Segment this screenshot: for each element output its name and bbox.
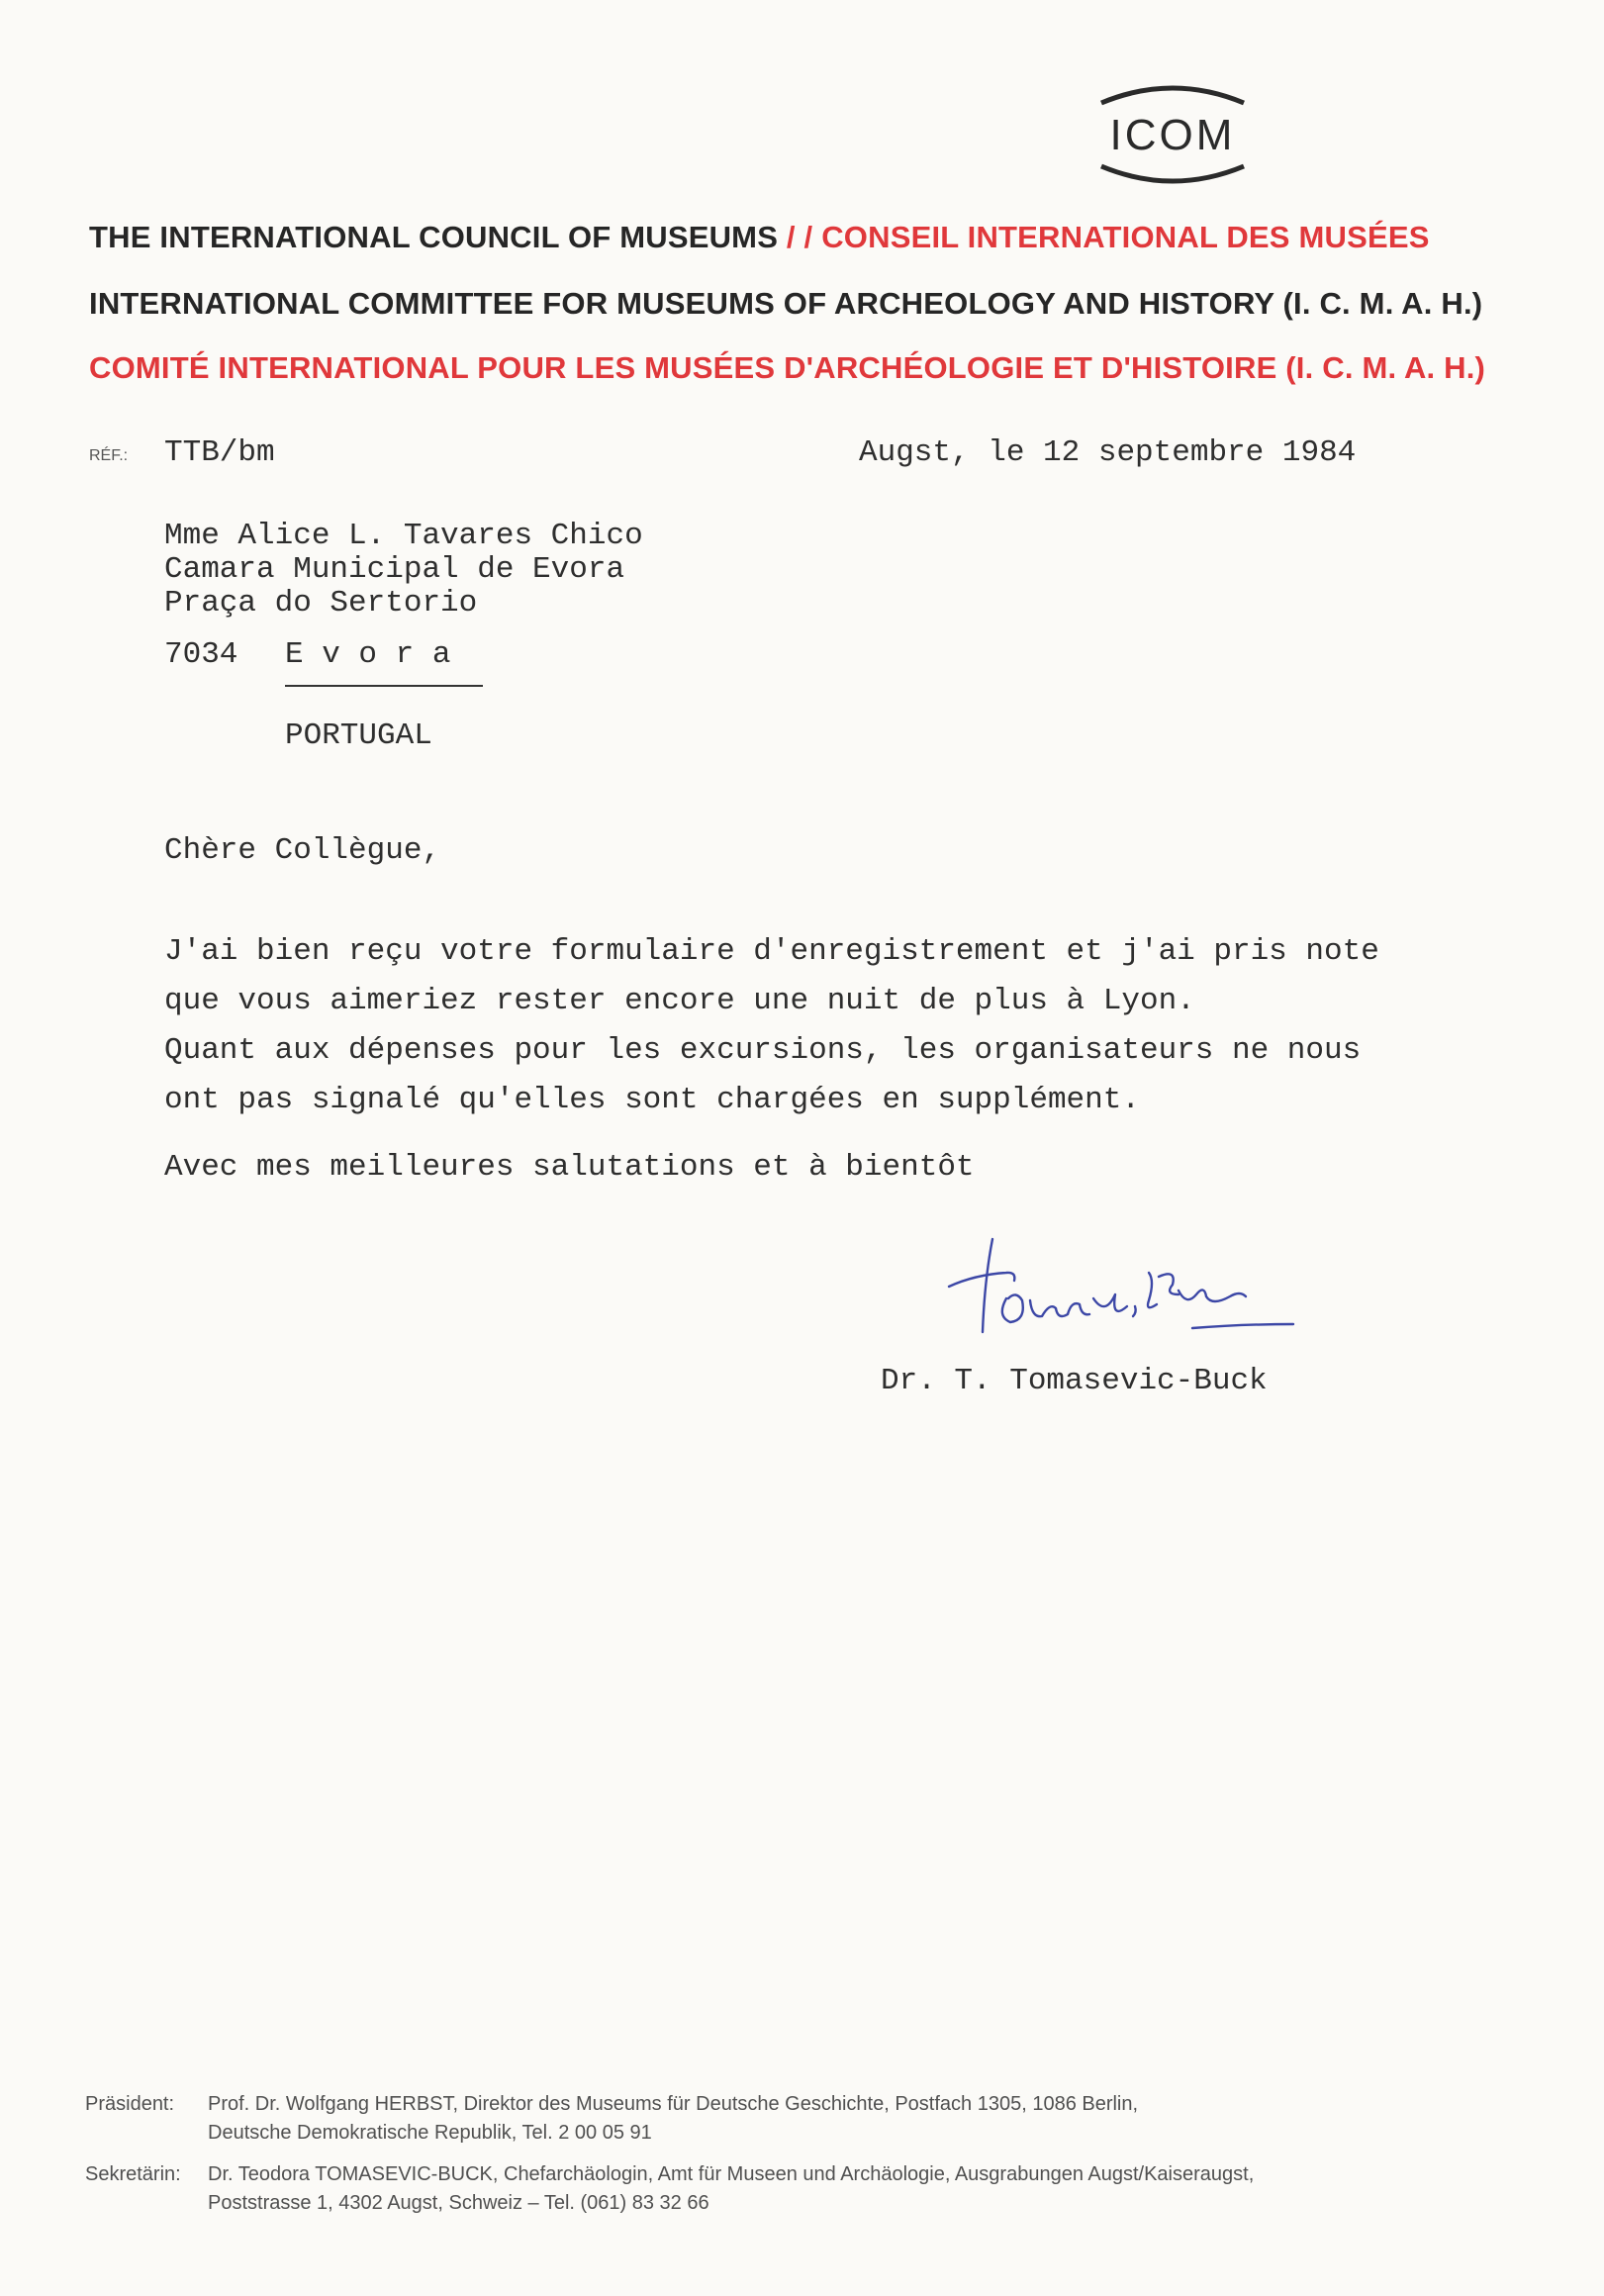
footer-president-line-1: Prof. Dr. Wolfgang HERBST, Direktor des Museums für Deutsche Geschichte, Postfach 1305, 1086 Berlin, bbox=[208, 2093, 1139, 2115]
footer-secretary-line-1: Dr. Teodora TOMASEVIC-BUCK, Chefarchäologin, Amt für Museen und Archäologie, Ausgrabungen Augst/Kaiseraugst, bbox=[208, 2163, 1255, 2185]
header-committee-fr: COMITÉ INTERNATIONAL POUR LES MUSÉES D'ARCHÉOLOGIE ET D'HISTOIRE (I. C. M. A. H.) bbox=[89, 350, 1486, 385]
body-line-2: que vous aimeriez rester encore une nuit de plus à Lyon. bbox=[164, 984, 1195, 1018]
header-org-en: THE INTERNATIONAL COUNCIL OF MUSEUMS bbox=[89, 220, 779, 254]
letter-date: Augst, le 12 septembre 1984 bbox=[859, 435, 1357, 470]
body-line-3: Quant aux dépenses pour les excursions, les organisateurs ne nous bbox=[164, 1033, 1362, 1068]
footer-president-line-2: Deutsche Demokratische Republik, Tel. 2 00 05 91 bbox=[208, 2122, 652, 2144]
body-line-4: ont pas signalé qu'elles sont chargées en supplément. bbox=[164, 1083, 1140, 1117]
logo-text: ICOM bbox=[1109, 111, 1236, 159]
header-committee-en: INTERNATIONAL COMMITTEE FOR MUSEUMS OF ARCHEOLOGY AND HISTORY (I. C. M. A. H.) bbox=[89, 286, 1483, 321]
header-line-1 bbox=[89, 220, 1430, 255]
body-line-1: J'ai bien reçu votre formulaire d'enregistrement et j'ai pris note bbox=[164, 934, 1379, 969]
footer-president-label: Präsident: bbox=[85, 2093, 175, 2115]
ref-value: TTB/bm bbox=[164, 435, 275, 470]
header-separator: / / bbox=[786, 220, 813, 254]
icom-logo bbox=[1093, 81, 1252, 188]
ref-label: RÉF.: bbox=[89, 447, 129, 464]
salutation: Chère Collègue, bbox=[164, 833, 441, 868]
recipient-street: Praça do Sertorio bbox=[164, 586, 478, 621]
footer-secretary-line-2: Poststrasse 1, 4302 Augst, Schweiz – Tel. (061) 83 32 66 bbox=[208, 2192, 709, 2214]
footer-secretary-label: Sekretärin: bbox=[85, 2163, 181, 2185]
closing: Avec mes meilleures salutations et à bientôt bbox=[164, 1150, 975, 1185]
recipient-org: Camara Municipal de Evora bbox=[164, 552, 625, 587]
recipient-postcode: 7034 bbox=[164, 637, 238, 672]
recipient-name: Mme Alice L. Tavares Chico bbox=[164, 519, 643, 553]
recipient-city: E v o r a bbox=[285, 637, 451, 672]
header-org-fr: CONSEIL INTERNATIONAL DES MUSÉES bbox=[821, 220, 1430, 254]
signatory-name: Dr. T. Tomasevic-Buck bbox=[881, 1364, 1268, 1398]
handwritten-signature bbox=[945, 1225, 1301, 1354]
recipient-country: PORTUGAL bbox=[285, 718, 432, 753]
city-underline bbox=[285, 685, 483, 687]
